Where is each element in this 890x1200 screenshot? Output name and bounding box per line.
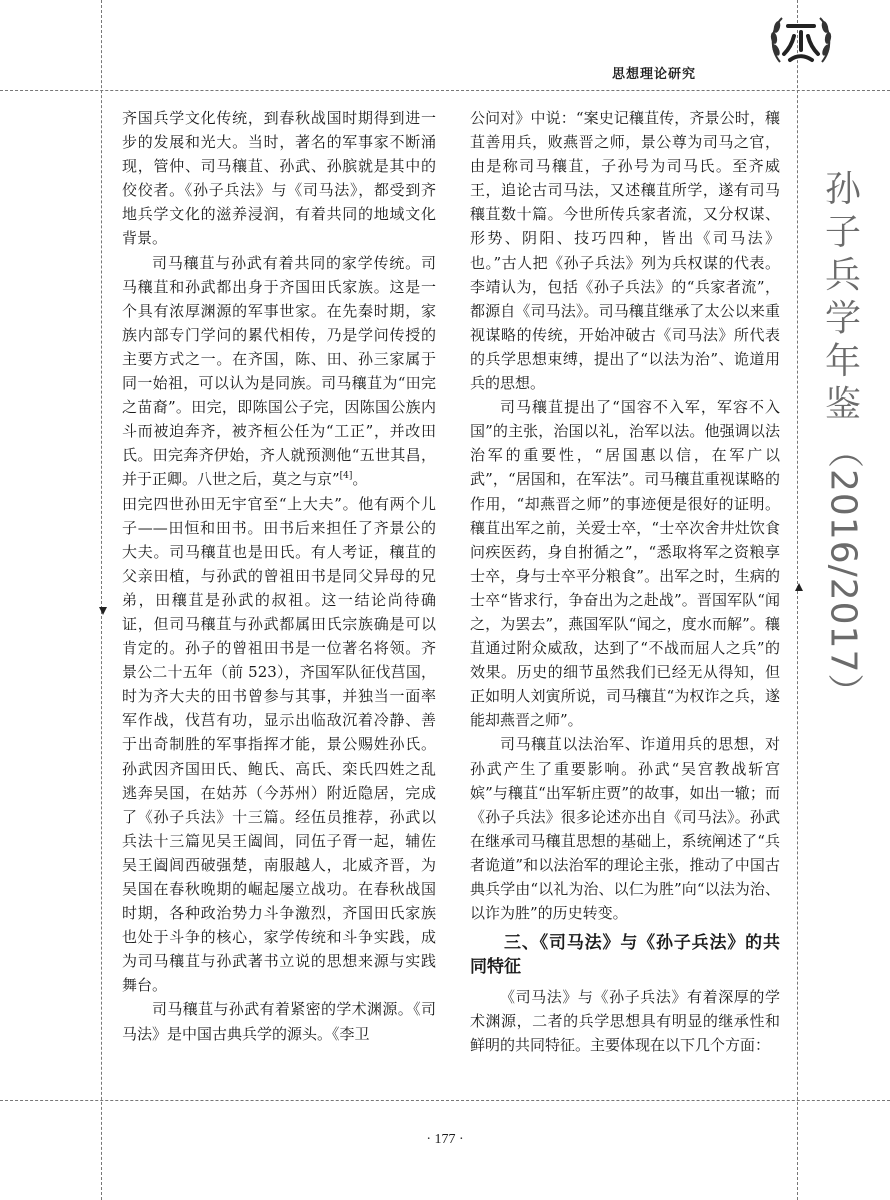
paragraph: 田完四世孙田无宇官至“上大夫”。他有两个儿子——田恒和田书。田书后来担任了齐景公的大夫。司马穰苴也是田氏。有人考证，穰苴的父亲田植，与孙武的曾祖田书是同父异母的兄弟，田穰苴是孙武的叔祖。这一结论尚待确证，但司马穰苴与孙武都属田氏宗族确是可以肯定的。孙子的曾祖田书是一位著名将领。齐景公二十五年（前 523），齐国军队征伐莒国，时为齐大夫的田书曾参与其事，并独当一面率军作战，伐莒有功，显示出临敌沉着冷静、善于出奇制胜的军事指挥才能，景公赐姓孙氏。孙武因齐国田氏、鲍氏、高氏、栾氏四姓之乱逃奔吴国，在姑苏（今苏州）附近隐居，完成了《孙子兵法》十三篇。经伍员推荐，孙武以兵法十三篇见吴王阖闾，同伍子胥一起，辅佐吴王阖闾西破强楚，南服越人，北威齐晋，为吴国在春秋晚期的崛起屡立战功。在春秋战国时期，各种政治势力斗争激烈，齐国田氏家族也处于斗争的核心，家学传统和斗争实践，成为司马穰苴与孙武著书立说的思想来源与实践舞台。 <box>122 494 436 995</box>
side-title-char: 兵 <box>824 255 861 296</box>
page-number: · 177 · <box>426 1132 464 1147</box>
side-title-char: 年 <box>824 341 861 382</box>
crop-line-left <box>101 0 102 1200</box>
crop-line-bottom <box>0 1100 890 1101</box>
side-title-char: 学 <box>824 298 861 339</box>
paragraph-text: 司马穰苴与孙武有着共同的家学传统。司马穰苴和孙武都出身于齐国田氏家族。这是一个具有浓厚渊源的军事世家。在先秦时期，家族内部专门学问的累代相传，乃是学问传授的主要方式之一。在齐国，陈、田、孙三家属于同一始祖，可以认为是同族。司马穰苴为“田完之苗裔”。田完，即陈国公子完，因陈国公族内斗而被迫奔齐，被齐桓公任为“工正”，并改田氏。田完奔齐伊始，齐人就预测他“五世其昌，并于正卿。八世之后，莫之与京” <box>122 253 436 489</box>
side-title-char: 子 <box>824 212 861 253</box>
side-title-year: （2016/2017） <box>822 432 864 711</box>
left-column <box>122 106 436 1046</box>
section-label: 思想理论研究 <box>612 67 697 82</box>
crop-line-right <box>797 0 798 1200</box>
paragraph: 司马穰苴以法治军、诈道用兵的思想，对孙武产生了重要影响。孙武“吴宫教战斩宫嫔”与穰苴“出军斩庄贾”的故事，如出一辙；而《孙子兵法》很多论述亦出自《司马法》。孙武在继承司马穰苴思想的基础上，系统阐述了“兵者诡道”和以法治军的理论主张，推动了中国古典兵学由“以礼为治、以仁为胜”向“以法为治、以诈为胜”的历史转变。 <box>470 735 780 923</box>
paragraph: 司马穰苴提出了“国容不入军，军容不入国”的主张，治国以礼，治军以法。他强调以法治军的重要性，“居国惠以信，在军广以武”，“居国和，在军法”。司马穰苴重视谋略的作用，“却燕晋之师”的事迹便是很好的证明。穰苴出军之前，关爱士卒，“士卒次舍井灶饮食问疾医药，身自拊循之”，“悉取将军之资粮享士卒，身与士卒平分粮食”。出军之时，生病的士卒“皆求行，争奋出为之赴战”。晋国军队“闻之，为罢去”，燕国军队“闻之，度水而解”。穰苴通过附众威敌，达到了“不战而屈人之兵”的效果。历史的细节虽然我们已经无从得知，但正如明人刘寅所说，司马穰苴“为权诈之兵，遂能却燕晋之师”。 <box>470 398 780 730</box>
paragraph: 《司马法》与《孙子兵法》有着深厚的学术渊源，二者的兵学思想具有明显的继承性和鲜明的共同特征。主要体现在以下几个方面： <box>470 988 780 1055</box>
yearbook-side-title <box>818 168 868 710</box>
paragraph: 齐国兵学文化传统，到春秋战国时期得到进一步的发展和光大。当时，著名的军事家不断涌现，管仲、司马穰苴、孙武、孙膑就是其中的佼佼者。《孙子兵法》与《司马法》，都受到齐地兵学文化的滋养浸润，有着共同的地域文化背景。 <box>122 109 436 248</box>
margin-arrow-down-icon <box>99 607 107 615</box>
paragraph: 司马穰苴与孙武有着紧密的学术渊源。《司马法》是中国古典兵学的源头。《李卫 <box>122 1000 436 1043</box>
margin-arrow-up-icon <box>795 583 803 591</box>
crop-line-top <box>0 90 890 91</box>
sunzi-yearbook-emblem-icon <box>768 10 834 72</box>
side-title-char: 鉴 <box>824 384 861 425</box>
section-heading: 三、《司马法》与《孙子兵法》的共同特征 <box>470 933 780 978</box>
right-column <box>470 106 780 1057</box>
paragraph: 司马穰苴与孙武有着共同的家学传统。司马穰苴和孙武都出身于齐国田氏家族。这是一个具有浓厚渊源的军事世家。在先秦时期，家族内部专门学问的累代相传，乃是学问传授的主要方式之一。在齐国，陈、田、孙三家属于同一始祖，可以认为是同族。司马穰苴为“田完之苗裔”。田完，即陈国公子完，因陈国公族内斗而被迫奔齐，被齐桓公任为“工正”，并改田氏。田完奔齐伊始，齐人就预测他“五世其昌，并于正卿。八世之后，莫之与京”[4]。 <box>122 253 436 489</box>
side-title-char: 孙 <box>824 169 861 210</box>
paragraph: 公问对》中说：“案史记穰苴传，齐景公时，穰苴善用兵，败燕晋之师，景公尊为司马之官，由是称司马穰苴，子孙号为司马氏。至齐威王，追论古司马法，又述穰苴所学，遂有司马穰苴数十篇。今世所传兵家者流，又分权谋、形势、阴阳、技巧四种，皆出《司马法》也。”古人把《孙子兵法》列为兵权谋的代表。李靖认为，包括《孙子兵法》的“兵家者流”，都源自《司马法》。司马穰苴继承了太公以来重视谋略的传统，开始冲破古《司马法》所代表的兵学思想束缚，提出了“以法为治”、诡道用兵的思想。 <box>470 109 780 393</box>
citation-mark: [4] <box>339 471 353 482</box>
